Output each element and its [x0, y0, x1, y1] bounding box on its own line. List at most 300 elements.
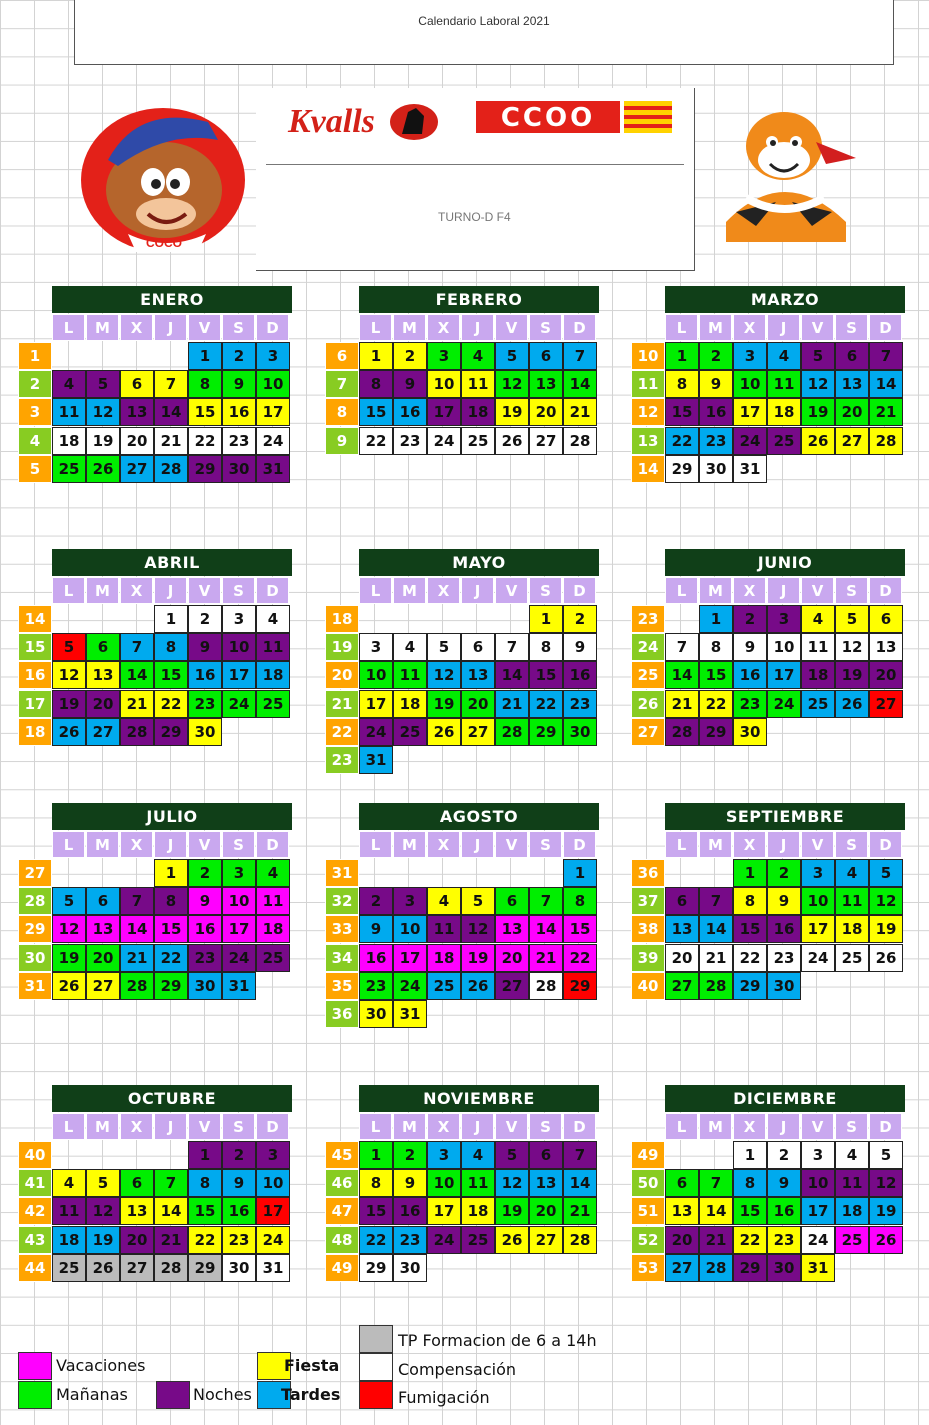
day-cell[interactable]: 28 — [154, 455, 188, 483]
day-cell[interactable]: 29 — [154, 972, 188, 1000]
day-cell[interactable]: 24 — [801, 1226, 835, 1254]
day-cell[interactable]: 9 — [359, 915, 393, 943]
day-cell[interactable]: 11 — [256, 887, 290, 915]
day-cell[interactable]: 21 — [869, 398, 903, 426]
day-cell[interactable]: 3 — [427, 342, 461, 370]
day-cell[interactable]: 22 — [154, 944, 188, 972]
day-cell[interactable]: 26 — [801, 427, 835, 455]
day-cell[interactable]: 7 — [563, 1141, 597, 1169]
day-cell[interactable]: 27 — [461, 718, 495, 746]
day-cell[interactable]: 2 — [563, 605, 597, 633]
day-cell[interactable]: 3 — [733, 342, 767, 370]
day-cell[interactable]: 27 — [86, 972, 120, 1000]
day-cell[interactable]: 10 — [222, 633, 256, 661]
day-cell[interactable]: 3 — [256, 342, 290, 370]
day-cell[interactable]: 31 — [359, 746, 393, 774]
day-cell[interactable]: 25 — [52, 455, 86, 483]
day-cell[interactable]: 18 — [393, 690, 427, 718]
day-cell[interactable]: 10 — [427, 370, 461, 398]
day-cell[interactable]: 30 — [359, 1000, 393, 1028]
day-cell[interactable]: 18 — [767, 398, 801, 426]
day-cell[interactable]: 16 — [393, 398, 427, 426]
day-cell[interactable]: 7 — [154, 370, 188, 398]
day-cell[interactable]: 4 — [801, 605, 835, 633]
day-cell[interactable]: 8 — [665, 370, 699, 398]
day-cell[interactable]: 2 — [359, 887, 393, 915]
day-cell[interactable]: 4 — [835, 1141, 869, 1169]
day-cell[interactable]: 6 — [665, 887, 699, 915]
day-cell[interactable]: 30 — [733, 718, 767, 746]
day-cell[interactable]: 28 — [563, 427, 597, 455]
day-cell[interactable]: 5 — [86, 1169, 120, 1197]
day-cell[interactable]: 9 — [188, 633, 222, 661]
day-cell[interactable]: 11 — [801, 633, 835, 661]
day-cell[interactable]: 20 — [665, 944, 699, 972]
day-cell[interactable]: 17 — [801, 915, 835, 943]
day-cell[interactable]: 12 — [495, 370, 529, 398]
day-cell[interactable]: 26 — [52, 972, 86, 1000]
day-cell[interactable]: 6 — [86, 887, 120, 915]
day-cell[interactable]: 21 — [699, 1226, 733, 1254]
day-cell[interactable]: 9 — [393, 370, 427, 398]
day-cell[interactable]: 26 — [495, 427, 529, 455]
day-cell[interactable]: 3 — [359, 633, 393, 661]
day-cell[interactable]: 27 — [869, 690, 903, 718]
day-cell[interactable]: 3 — [222, 605, 256, 633]
day-cell[interactable]: 12 — [461, 915, 495, 943]
day-cell[interactable]: 28 — [120, 972, 154, 1000]
day-cell[interactable]: 31 — [256, 1254, 290, 1282]
day-cell[interactable]: 11 — [461, 1169, 495, 1197]
day-cell[interactable]: 17 — [427, 398, 461, 426]
day-cell[interactable]: 30 — [393, 1254, 427, 1282]
day-cell[interactable]: 23 — [767, 944, 801, 972]
day-cell[interactable]: 28 — [120, 718, 154, 746]
day-cell[interactable]: 13 — [665, 1197, 699, 1225]
day-cell[interactable]: 14 — [699, 1197, 733, 1225]
day-cell[interactable]: 12 — [801, 370, 835, 398]
day-cell[interactable]: 5 — [427, 633, 461, 661]
day-cell[interactable]: 13 — [120, 398, 154, 426]
day-cell[interactable]: 16 — [188, 661, 222, 689]
day-cell[interactable]: 6 — [835, 342, 869, 370]
day-cell[interactable]: 20 — [835, 398, 869, 426]
day-cell[interactable]: 23 — [222, 1226, 256, 1254]
day-cell[interactable]: 30 — [188, 972, 222, 1000]
day-cell[interactable]: 17 — [427, 1197, 461, 1225]
day-cell[interactable]: 11 — [461, 370, 495, 398]
day-cell[interactable]: 8 — [188, 370, 222, 398]
day-cell[interactable]: 11 — [835, 887, 869, 915]
day-cell[interactable]: 22 — [154, 690, 188, 718]
day-cell[interactable]: 2 — [767, 1141, 801, 1169]
day-cell[interactable]: 23 — [393, 427, 427, 455]
day-cell[interactable]: 15 — [699, 661, 733, 689]
day-cell[interactable]: 16 — [393, 1197, 427, 1225]
day-cell[interactable]: 5 — [86, 370, 120, 398]
day-cell[interactable]: 14 — [120, 661, 154, 689]
day-cell[interactable]: 23 — [563, 690, 597, 718]
day-cell[interactable]: 3 — [427, 1141, 461, 1169]
day-cell[interactable]: 10 — [393, 915, 427, 943]
day-cell[interactable]: 4 — [461, 342, 495, 370]
day-cell[interactable]: 20 — [461, 690, 495, 718]
day-cell[interactable]: 7 — [529, 887, 563, 915]
day-cell[interactable]: 26 — [427, 718, 461, 746]
day-cell[interactable]: 18 — [427, 944, 461, 972]
day-cell[interactable]: 28 — [665, 718, 699, 746]
day-cell[interactable]: 10 — [427, 1169, 461, 1197]
day-cell[interactable]: 11 — [767, 370, 801, 398]
day-cell[interactable]: 8 — [188, 1169, 222, 1197]
day-cell[interactable]: 20 — [120, 1226, 154, 1254]
day-cell[interactable]: 11 — [427, 915, 461, 943]
day-cell[interactable]: 24 — [222, 944, 256, 972]
day-cell[interactable]: 27 — [120, 1254, 154, 1282]
day-cell[interactable]: 9 — [188, 887, 222, 915]
day-cell[interactable]: 16 — [188, 915, 222, 943]
day-cell[interactable]: 10 — [222, 887, 256, 915]
day-cell[interactable]: 19 — [495, 398, 529, 426]
day-cell[interactable]: 31 — [222, 972, 256, 1000]
day-cell[interactable]: 12 — [835, 633, 869, 661]
day-cell[interactable]: 27 — [665, 1254, 699, 1282]
day-cell[interactable]: 22 — [699, 690, 733, 718]
day-cell[interactable]: 29 — [154, 718, 188, 746]
day-cell[interactable]: 25 — [52, 1254, 86, 1282]
day-cell[interactable]: 22 — [359, 427, 393, 455]
day-cell[interactable]: 19 — [52, 690, 86, 718]
day-cell[interactable]: 14 — [665, 661, 699, 689]
day-cell[interactable]: 9 — [393, 1169, 427, 1197]
day-cell[interactable]: 19 — [495, 1197, 529, 1225]
day-cell[interactable]: 19 — [52, 944, 86, 972]
day-cell[interactable]: 1 — [733, 859, 767, 887]
day-cell[interactable]: 25 — [835, 1226, 869, 1254]
day-cell[interactable]: 3 — [767, 605, 801, 633]
day-cell[interactable]: 24 — [256, 427, 290, 455]
day-cell[interactable]: 13 — [86, 915, 120, 943]
day-cell[interactable]: 19 — [801, 398, 835, 426]
day-cell[interactable]: 18 — [461, 398, 495, 426]
day-cell[interactable]: 29 — [188, 455, 222, 483]
day-cell[interactable]: 13 — [120, 1197, 154, 1225]
day-cell[interactable]: 11 — [393, 661, 427, 689]
day-cell[interactable]: 26 — [86, 455, 120, 483]
day-cell[interactable]: 24 — [733, 427, 767, 455]
day-cell[interactable]: 4 — [52, 370, 86, 398]
day-cell[interactable]: 14 — [699, 915, 733, 943]
day-cell[interactable]: 2 — [188, 605, 222, 633]
day-cell[interactable]: 29 — [359, 1254, 393, 1282]
day-cell[interactable]: 28 — [563, 1226, 597, 1254]
day-cell[interactable]: 12 — [86, 1197, 120, 1225]
day-cell[interactable]: 13 — [835, 370, 869, 398]
day-cell[interactable]: 4 — [256, 605, 290, 633]
day-cell[interactable]: 27 — [529, 1226, 563, 1254]
day-cell[interactable]: 8 — [733, 887, 767, 915]
day-cell[interactable]: 31 — [733, 455, 767, 483]
day-cell[interactable]: 23 — [188, 944, 222, 972]
day-cell[interactable]: 2 — [733, 605, 767, 633]
day-cell[interactable]: 27 — [86, 718, 120, 746]
day-cell[interactable]: 15 — [359, 398, 393, 426]
day-cell[interactable]: 4 — [427, 887, 461, 915]
day-cell[interactable]: 30 — [767, 1254, 801, 1282]
day-cell[interactable]: 11 — [835, 1169, 869, 1197]
day-cell[interactable]: 13 — [86, 661, 120, 689]
day-cell[interactable]: 10 — [256, 370, 290, 398]
day-cell[interactable]: 21 — [154, 1226, 188, 1254]
day-cell[interactable]: 4 — [767, 342, 801, 370]
day-cell[interactable]: 21 — [120, 944, 154, 972]
day-cell[interactable]: 20 — [86, 944, 120, 972]
day-cell[interactable]: 30 — [699, 455, 733, 483]
day-cell[interactable]: 7 — [120, 887, 154, 915]
day-cell[interactable]: 19 — [461, 944, 495, 972]
day-cell[interactable]: 13 — [461, 661, 495, 689]
day-cell[interactable]: 5 — [835, 605, 869, 633]
day-cell[interactable]: 19 — [869, 915, 903, 943]
day-cell[interactable]: 4 — [52, 1169, 86, 1197]
day-cell[interactable]: 23 — [767, 1226, 801, 1254]
day-cell[interactable]: 30 — [563, 718, 597, 746]
day-cell[interactable]: 29 — [188, 1254, 222, 1282]
day-cell[interactable]: 17 — [359, 690, 393, 718]
day-cell[interactable]: 15 — [154, 661, 188, 689]
day-cell[interactable]: 25 — [461, 427, 495, 455]
day-cell[interactable]: 17 — [733, 398, 767, 426]
day-cell[interactable]: 9 — [733, 633, 767, 661]
day-cell[interactable]: 17 — [393, 944, 427, 972]
day-cell[interactable]: 5 — [461, 887, 495, 915]
day-cell[interactable]: 1 — [699, 605, 733, 633]
day-cell[interactable]: 17 — [256, 398, 290, 426]
day-cell[interactable]: 17 — [256, 1197, 290, 1225]
day-cell[interactable]: 7 — [699, 1169, 733, 1197]
day-cell[interactable]: 15 — [733, 1197, 767, 1225]
day-cell[interactable]: 16 — [699, 398, 733, 426]
day-cell[interactable]: 1 — [563, 859, 597, 887]
day-cell[interactable]: 27 — [665, 972, 699, 1000]
day-cell[interactable]: 4 — [461, 1141, 495, 1169]
day-cell[interactable]: 15 — [665, 398, 699, 426]
day-cell[interactable]: 16 — [359, 944, 393, 972]
day-cell[interactable]: 24 — [427, 427, 461, 455]
day-cell[interactable]: 12 — [869, 887, 903, 915]
day-cell[interactable]: 7 — [154, 1169, 188, 1197]
day-cell[interactable]: 5 — [52, 633, 86, 661]
day-cell[interactable]: 15 — [359, 1197, 393, 1225]
day-cell[interactable]: 16 — [222, 398, 256, 426]
day-cell[interactable]: 22 — [733, 944, 767, 972]
day-cell[interactable]: 9 — [563, 633, 597, 661]
day-cell[interactable]: 21 — [495, 690, 529, 718]
day-cell[interactable]: 16 — [733, 661, 767, 689]
day-cell[interactable]: 18 — [256, 661, 290, 689]
day-cell[interactable]: 14 — [563, 1169, 597, 1197]
day-cell[interactable]: 26 — [869, 944, 903, 972]
day-cell[interactable]: 3 — [256, 1141, 290, 1169]
day-cell[interactable]: 22 — [529, 690, 563, 718]
day-cell[interactable]: 15 — [188, 1197, 222, 1225]
day-cell[interactable]: 28 — [529, 972, 563, 1000]
day-cell[interactable]: 6 — [461, 633, 495, 661]
day-cell[interactable]: 7 — [563, 342, 597, 370]
day-cell[interactable]: 5 — [869, 1141, 903, 1169]
day-cell[interactable]: 25 — [801, 690, 835, 718]
day-cell[interactable]: 26 — [52, 718, 86, 746]
day-cell[interactable]: 20 — [529, 398, 563, 426]
day-cell[interactable]: 12 — [52, 915, 86, 943]
day-cell[interactable]: 27 — [495, 972, 529, 1000]
day-cell[interactable]: 7 — [699, 887, 733, 915]
day-cell[interactable]: 23 — [359, 972, 393, 1000]
day-cell[interactable]: 27 — [835, 427, 869, 455]
day-cell[interactable]: 10 — [733, 370, 767, 398]
day-cell[interactable]: 5 — [52, 887, 86, 915]
day-cell[interactable]: 23 — [699, 427, 733, 455]
day-cell[interactable]: 16 — [767, 1197, 801, 1225]
day-cell[interactable]: 29 — [733, 972, 767, 1000]
day-cell[interactable]: 10 — [801, 887, 835, 915]
day-cell[interactable]: 21 — [563, 1197, 597, 1225]
day-cell[interactable]: 8 — [699, 633, 733, 661]
day-cell[interactable]: 15 — [563, 915, 597, 943]
day-cell[interactable]: 7 — [869, 342, 903, 370]
day-cell[interactable]: 13 — [529, 370, 563, 398]
day-cell[interactable]: 14 — [869, 370, 903, 398]
day-cell[interactable]: 24 — [256, 1226, 290, 1254]
day-cell[interactable]: 12 — [869, 1169, 903, 1197]
day-cell[interactable]: 30 — [222, 455, 256, 483]
day-cell[interactable]: 6 — [529, 342, 563, 370]
day-cell[interactable]: 26 — [495, 1226, 529, 1254]
day-cell[interactable]: 9 — [767, 887, 801, 915]
day-cell[interactable]: 24 — [767, 690, 801, 718]
day-cell[interactable]: 1 — [188, 342, 222, 370]
day-cell[interactable]: 21 — [699, 944, 733, 972]
day-cell[interactable]: 10 — [801, 1169, 835, 1197]
day-cell[interactable]: 8 — [154, 633, 188, 661]
day-cell[interactable]: 24 — [801, 944, 835, 972]
day-cell[interactable]: 21 — [563, 398, 597, 426]
day-cell[interactable]: 20 — [495, 944, 529, 972]
day-cell[interactable]: 9 — [699, 370, 733, 398]
day-cell[interactable]: 5 — [869, 859, 903, 887]
day-cell[interactable]: 31 — [256, 455, 290, 483]
day-cell[interactable]: 17 — [801, 1197, 835, 1225]
day-cell[interactable]: 7 — [120, 633, 154, 661]
day-cell[interactable]: 11 — [52, 398, 86, 426]
day-cell[interactable]: 3 — [393, 887, 427, 915]
day-cell[interactable]: 18 — [256, 915, 290, 943]
day-cell[interactable]: 24 — [427, 1226, 461, 1254]
day-cell[interactable]: 29 — [699, 718, 733, 746]
day-cell[interactable]: 7 — [495, 633, 529, 661]
day-cell[interactable]: 14 — [154, 398, 188, 426]
day-cell[interactable]: 8 — [733, 1169, 767, 1197]
day-cell[interactable]: 28 — [154, 1254, 188, 1282]
day-cell[interactable]: 28 — [495, 718, 529, 746]
day-cell[interactable]: 19 — [427, 690, 461, 718]
day-cell[interactable]: 30 — [767, 972, 801, 1000]
day-cell[interactable]: 6 — [529, 1141, 563, 1169]
day-cell[interactable]: 24 — [359, 718, 393, 746]
day-cell[interactable]: 8 — [529, 633, 563, 661]
day-cell[interactable]: 21 — [154, 427, 188, 455]
day-cell[interactable]: 9 — [767, 1169, 801, 1197]
day-cell[interactable]: 21 — [529, 944, 563, 972]
day-cell[interactable]: 21 — [120, 690, 154, 718]
day-cell[interactable]: 6 — [120, 370, 154, 398]
day-cell[interactable]: 15 — [154, 915, 188, 943]
day-cell[interactable]: 22 — [563, 944, 597, 972]
day-cell[interactable]: 22 — [733, 1226, 767, 1254]
day-cell[interactable]: 13 — [869, 633, 903, 661]
day-cell[interactable]: 2 — [393, 342, 427, 370]
day-cell[interactable]: 26 — [835, 690, 869, 718]
day-cell[interactable]: 8 — [154, 887, 188, 915]
day-cell[interactable]: 15 — [733, 915, 767, 943]
day-cell[interactable]: 1 — [188, 1141, 222, 1169]
day-cell[interactable]: 12 — [427, 661, 461, 689]
day-cell[interactable]: 26 — [86, 1254, 120, 1282]
day-cell[interactable]: 19 — [86, 427, 120, 455]
day-cell[interactable]: 18 — [835, 915, 869, 943]
day-cell[interactable]: 5 — [801, 342, 835, 370]
day-cell[interactable]: 27 — [529, 427, 563, 455]
day-cell[interactable]: 7 — [665, 633, 699, 661]
day-cell[interactable]: 17 — [222, 915, 256, 943]
day-cell[interactable]: 5 — [495, 1141, 529, 1169]
day-cell[interactable]: 17 — [222, 661, 256, 689]
day-cell[interactable]: 25 — [461, 1226, 495, 1254]
day-cell[interactable]: 30 — [222, 1254, 256, 1282]
day-cell[interactable]: 23 — [393, 1226, 427, 1254]
day-cell[interactable]: 14 — [495, 661, 529, 689]
day-cell[interactable]: 16 — [563, 661, 597, 689]
day-cell[interactable]: 2 — [222, 1141, 256, 1169]
day-cell[interactable]: 14 — [120, 915, 154, 943]
day-cell[interactable]: 1 — [359, 342, 393, 370]
day-cell[interactable]: 6 — [120, 1169, 154, 1197]
day-cell[interactable]: 25 — [256, 690, 290, 718]
day-cell[interactable]: 3 — [801, 859, 835, 887]
day-cell[interactable]: 31 — [801, 1254, 835, 1282]
day-cell[interactable]: 10 — [256, 1169, 290, 1197]
day-cell[interactable]: 16 — [767, 915, 801, 943]
day-cell[interactable]: 6 — [665, 1169, 699, 1197]
day-cell[interactable]: 28 — [699, 1254, 733, 1282]
day-cell[interactable]: 28 — [869, 427, 903, 455]
day-cell[interactable]: 20 — [86, 690, 120, 718]
day-cell[interactable]: 15 — [188, 398, 222, 426]
day-cell[interactable]: 1 — [733, 1141, 767, 1169]
day-cell[interactable]: 17 — [767, 661, 801, 689]
day-cell[interactable]: 12 — [86, 398, 120, 426]
day-cell[interactable]: 23 — [222, 427, 256, 455]
day-cell[interactable]: 27 — [120, 455, 154, 483]
day-cell[interactable]: 13 — [495, 915, 529, 943]
day-cell[interactable]: 25 — [393, 718, 427, 746]
day-cell[interactable]: 4 — [393, 633, 427, 661]
day-cell[interactable]: 19 — [835, 661, 869, 689]
day-cell[interactable]: 13 — [665, 915, 699, 943]
day-cell[interactable]: 28 — [699, 972, 733, 1000]
day-cell[interactable]: 25 — [427, 972, 461, 1000]
day-cell[interactable]: 2 — [767, 859, 801, 887]
